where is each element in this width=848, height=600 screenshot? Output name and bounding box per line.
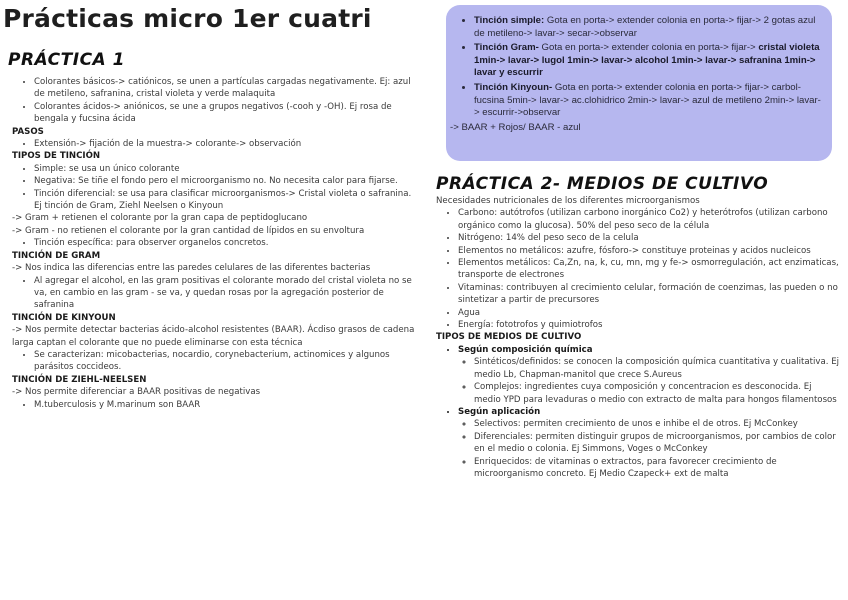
practica-2-title: PRÁCTICA 2- MEDIOS DE CULTIVO (436, 174, 769, 194)
kinyoun-list (12, 349, 416, 374)
procedure-callout (446, 5, 832, 161)
gram-positive-note: -> Gram + retienen el colorante por la gran capa de peptidoglucano (12, 213, 308, 224)
tipos-medios-list (436, 344, 840, 480)
procedure-gram-text: Gota en porta-> extender colonia en porta-> fijar-> (538, 42, 759, 54)
practica-2-body (436, 195, 840, 480)
gram-list (12, 275, 416, 312)
procedure-simple-label: Tinción simple: (474, 15, 545, 26)
practica-1-title: PRÁCTICA 1 (8, 50, 125, 70)
list-item: • Negativa: Se tiñe el fondo pero el microorganismo no. No necesita calor para fijarse. (34, 175, 416, 187)
list-item: ◦ Complejos: ingredientes cuya composición y concentracion es desconocida. Ej medio YPD para levaduras o medio con extracto de malta para hongos filamentosos (474, 381, 840, 406)
page-title: Prácticas micro 1er cuatri (3, 4, 372, 33)
pasos-heading: PASOS (12, 126, 44, 137)
procedure-list (446, 15, 822, 120)
procedure-kinyoun-text: Gota en porta-> extender colonia en porta-> fijar-> carbol-fucsina 5min-> lavar-> ac.clohidrico 2min-> lavar-> azul de metileno 2min-> lavar-> escurrir->observar (474, 81, 821, 119)
list-item: • Colorantes básicos-> catiónicos, se unen a partículas cargadas negativamente. Ej: azul de metileno, safranina, cristal violeta y verde malaquita (34, 76, 416, 101)
list-item: • Vitaminas: contribuyen al crecimiento celular, formación de coenzimas, las pueden o no sintetizar a partir de precursores (458, 282, 840, 307)
list-item: ◦ Diferenciales: permiten distinguir grupos de microorganismos, por cambios de color en el medio o colonia. Ej Simmons, Voges o McConkey (474, 431, 840, 456)
colorantes-list (12, 76, 416, 126)
nutrientes-intro: Necesidades nutricionales de los diferentes microorganismos (436, 196, 700, 206)
ziehl-neelsen-heading: TINCIÓN DE ZIEHL-NEELSEN (12, 374, 147, 385)
list-item: ◦ Sintéticos/definidos: se conocen la composición química cuantitativa y cualitativa. Ej medio Lb, Chapman-manitol que crece S.Aureus (474, 356, 840, 381)
gram-negative-note: -> Gram - no retienen el colorante por la gran cantidad de lípidos en su envoltura (12, 225, 365, 236)
list-item: • M.tuberculosis y M.marinum son BAAR (34, 399, 416, 411)
practica-1-body (12, 76, 416, 411)
baar-summary: -> BAAR + Rojos/ BAAR - azul (450, 121, 581, 133)
list-item: • Elementos metálicos: Ca,Zn, na, k, cu, mn, mg y fe-> osmorregulación, act enzimaticas, transporte de electrones (458, 257, 840, 282)
list-item: • Extensión-> fijación de la muestra-> colorante-> observación (34, 138, 416, 150)
ziehl-neelsen-list (12, 399, 416, 411)
tipos-tincion-list (12, 163, 416, 213)
composicion-label: Según composición química (458, 344, 593, 355)
list-item: • Tinción específica: para observer organelos concretos. (34, 237, 416, 249)
list-item: • Se caracterizan: micobacterias, nocardio, corynebacterium, actinomices y algunos parásitos coccideos. (34, 349, 416, 374)
procedure-gram-label: Tinción Gram- (474, 42, 539, 54)
procedure-simple-text: Gota en porta-> extender colonia en porta-> fijar-> 2 gotas azul de metileno-> lavar-> secar->observar (474, 15, 816, 39)
procedure-gram-steps: cristal violeta 1min-> lavar-> lugol 1min-> lavar-> alcohol 1min-> lavar-> safranina 1min-> lavar y escurrir (474, 42, 820, 79)
kinyoun-intro: -> Nos permite detectar bacterias ácido-alcohol resistentes (BAAR). Ácdiso grasos de cadena larga captan el colorante que no puede eliminarse con esta técnica (12, 325, 415, 348)
list-item: • Carbono: autótrofos (utilizan carbono inorgánico Co2) y heterótrofos (utilizan carbono orgánico como la glucosa). 50% del peso seco de la célula (458, 207, 840, 232)
list-item: • Simple: se usa un único colorante (34, 163, 416, 175)
composicion-item (458, 344, 840, 406)
list-item: • Nitrógeno: 14% del peso seco de la celula (458, 232, 840, 244)
procedure-gram (474, 42, 822, 80)
kinyoun-heading: TINCIÓN DE KINYOUN (12, 312, 116, 323)
list-item: • Energía: fototrofos y quimiotrofos (458, 319, 840, 331)
gram-heading: TINCIÓN DE GRAM (12, 250, 101, 261)
procedure-kinyoun-label: Tinción Kinyoun- (474, 81, 553, 93)
composicion-sublist (458, 356, 840, 406)
list-item: • Tinción diferencial: se usa para clasificar microorganismos-> Cristal violeta o safranina. Ej tinción de Gram, Ziehl Neelsen o Kinyoun (34, 188, 416, 213)
aplicacion-sublist (458, 418, 840, 480)
pasos-list (12, 138, 416, 150)
nutrientes-list (436, 207, 840, 331)
list-item: • Al agregar el alcohol, en las gram positivas el colorante morado del cristal violeta no se va, en cambio en las gram - se va, y quedan rosas por la agregación posterior de safranina (34, 275, 416, 312)
list-item: • Agua (458, 307, 840, 319)
ziehl-neelsen-intro: -> Nos permite diferenciar a BAAR positivas de negativas (12, 387, 261, 398)
tipos-tincion-heading: TIPOS DE TINCIÓN (12, 151, 101, 162)
aplicacion-label: Según aplicación (458, 406, 541, 417)
procedure-kinyoun (474, 82, 822, 120)
aplicacion-item (458, 406, 840, 480)
especifica-list (12, 237, 416, 249)
list-item: • Elementos no metálicos: azufre, fósforo-> constituye proteinas y acidos nucleicos (458, 245, 840, 257)
gram-intro: -> Nos indica las diferencias entre las paredes celulares de las diferentes bacterias (12, 263, 371, 274)
list-item: • Colorantes ácidos-> aniónicos, se une a grupos negativos (-cooh y -OH). Ej rosa de bengala y fucsina ácida (34, 101, 416, 126)
list-item: ◦ Enriquecidos: de vitaminas o extractos, para favorecer crecimiento de microorganismo concreto. Ej Medio Czapeck+ ext de malta (474, 456, 840, 481)
tipos-medios-heading: TIPOS DE MEDIOS DE CULTIVO (436, 332, 582, 343)
procedure-simple (474, 15, 822, 40)
list-item: ◦ Selectivos: permiten crecimiento de unos e inhibe el de otros. Ej McConkey (474, 418, 840, 430)
